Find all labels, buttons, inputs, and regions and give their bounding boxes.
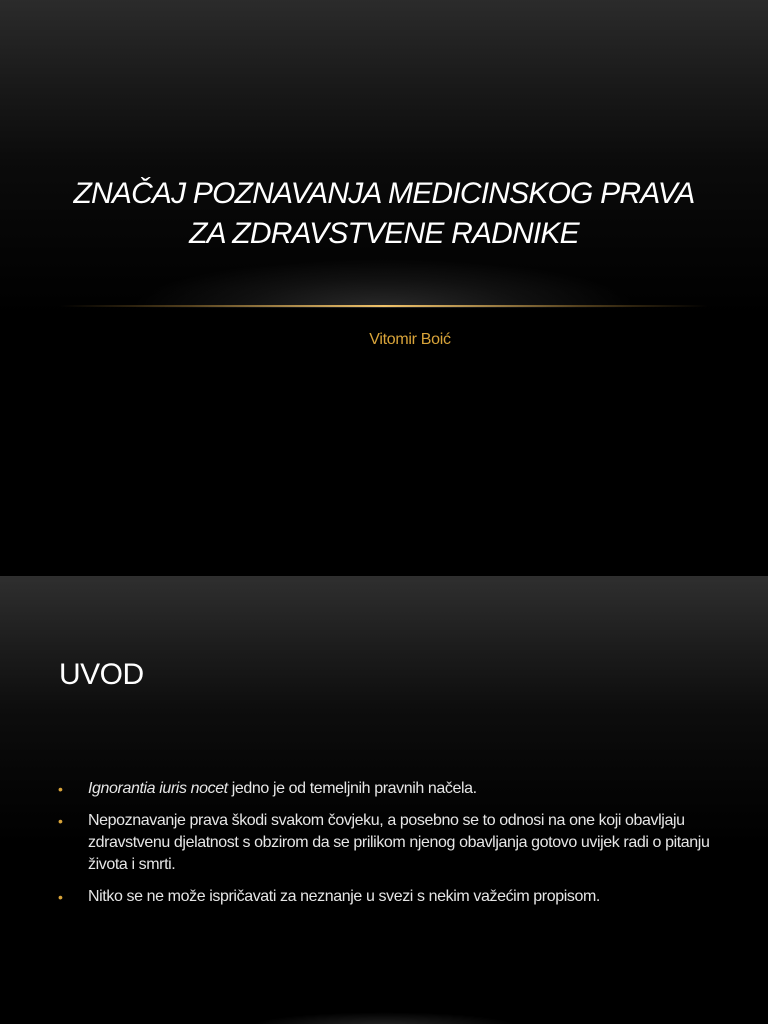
title-glow-decoration xyxy=(130,258,638,308)
bullet-item xyxy=(58,810,718,876)
slide-title-line-1: ZNAČAJ POZNAVANJA MEDICINSKOG PRAVA xyxy=(73,177,695,210)
latin-phrase: Ignorantia iuris nocet xyxy=(88,780,228,797)
slide-heading: UVOD xyxy=(59,658,144,691)
bullet-text: Nitko se ne može ispričavati za neznanje u svezi s nekim važećim propisom. xyxy=(88,888,600,905)
bullet-item xyxy=(58,886,718,908)
bottom-glow-decoration xyxy=(250,1012,518,1024)
slide-title-line-2: ZA ZDRAVSTVENE RADNIKE xyxy=(189,217,579,250)
slide-title xyxy=(40,174,728,254)
bullet-dot-icon: • xyxy=(58,781,63,797)
intro-slide xyxy=(0,576,768,1024)
author-subtitle: Vitomir Boić xyxy=(369,331,451,348)
bullet-text: Nepoznavanje prava škodi svakom čovjeku, a posebno se to odnosi na one koji obavljaju zdravstvenu djelatnost s obzirom da se prilikom njenog obavljanja gotovo uvijek radi o pitanju života i smrti. xyxy=(88,812,710,873)
bullet-item xyxy=(58,778,718,800)
bullet-text: jedno je od temeljnih pravnih načela. xyxy=(227,780,477,797)
gold-divider-line xyxy=(60,305,708,307)
bullet-dot-icon: • xyxy=(58,813,63,829)
bullet-dot-icon: • xyxy=(58,889,63,905)
bullet-list xyxy=(58,778,718,918)
